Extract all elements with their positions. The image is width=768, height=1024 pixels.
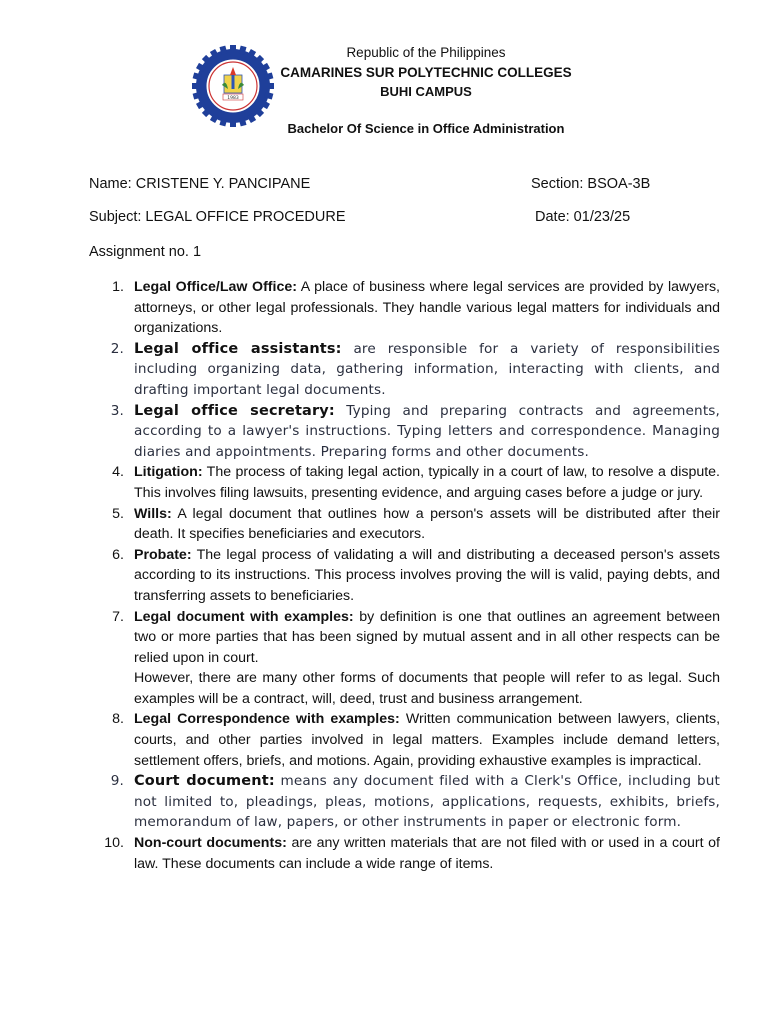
republic-line: Republic of the Philippines — [346, 45, 506, 60]
item-number: 9. — [110, 773, 124, 790]
item-term: Legal Correspondence with examples: — [134, 711, 400, 728]
subject-line: Subject: LEGAL OFFICE PROCEDURE — [89, 209, 346, 225]
item-definition: A place of business where legal services are provided by lawyers, attorneys, or other legal professionals. They handle various legal matters for individuals and organizations. — [134, 279, 720, 337]
item-number: 2. — [110, 340, 124, 357]
item-definition: A legal document that outlines how a person's assets will be distributed after their death. It specifies beneficiaries and executors. — [134, 505, 720, 543]
list-item — [88, 545, 720, 607]
student-name: Name: CRISTENE Y. PANCIPANE — [89, 176, 311, 192]
assignment-number: Assignment no. 1 — [89, 244, 202, 260]
item-definition: are any written materials that are not filed with or used in a court of law. These documents can include a wide range of items. — [134, 835, 720, 872]
item-term: Legal document with examples: — [134, 608, 354, 625]
svg-text:1983: 1983 — [227, 96, 239, 101]
item-number: 7. — [112, 608, 124, 625]
list-item — [88, 771, 720, 833]
item-term: Wills: — [134, 505, 172, 522]
list-item — [88, 277, 720, 339]
item-number: 8. — [112, 711, 124, 728]
item-definition: means any document filed with a Clerk's Office, including but not limited to, pleadings, pleas, motions, applications, requests, exhibits, briefs, memorandum of law, papers, or other instruments in paper or electronic form. — [134, 773, 721, 831]
program-name: Bachelor Of Science in Office Administration — [287, 121, 565, 136]
item-definition: The process of taking legal action, typically in a court of law, to resolve a dispute. This involves filing lawsuits, presenting evidence, and arguing cases before a judge or jury. — [134, 464, 720, 501]
item-number: 4. — [112, 464, 124, 481]
list-item — [88, 339, 720, 401]
campus-name: BUHI CAMPUS — [380, 84, 472, 99]
item-number: 3. — [110, 402, 124, 419]
item-definition: are responsible for a variety of responsibilities including organizing data, gathering information, interacting with clients, and drafting important legal documents. — [134, 340, 720, 398]
item-number: 6. — [112, 546, 124, 563]
item-term: Legal office assistants: — [134, 340, 342, 357]
list-item — [88, 401, 720, 463]
list-item — [88, 709, 720, 771]
date-line: Date: 01/23/25 — [535, 209, 631, 225]
item-term: Court document: — [134, 773, 275, 790]
item-term: Probate: — [134, 546, 192, 563]
item-number: 10. — [104, 835, 124, 852]
item-definition: by definition is one that outlines an agreement between two or more parties that has been signed by mutual assent and in all other respects can be relied upon in court. — [134, 608, 720, 666]
item-extra-paragraph: However, there are many other forms of documents that people will refer to as legal. Such examples will be a contract, will, deed, trust and business arrangement. — [134, 670, 720, 707]
item-term: Litigation: — [134, 464, 203, 481]
list-item — [88, 607, 720, 710]
college-name: CAMARINES SUR POLYTECHNIC COLLEGES — [280, 65, 572, 80]
list-item — [88, 462, 720, 503]
list-item — [88, 504, 720, 545]
item-term: Legal office secretary: — [134, 402, 335, 419]
list-item — [88, 833, 720, 874]
item-number: 5. — [112, 505, 124, 522]
item-term: Legal Office/Law Office: — [134, 279, 297, 295]
student-section: Section: BSOA-3B — [531, 176, 651, 192]
item-definition: The legal process of validating a will and distributing a deceased person's assets according to its instructions. This process involves proving the will is valid, paying debts, and transferring assets to beneficiaries. — [134, 546, 720, 604]
item-number: 1. — [112, 279, 124, 295]
assignment-list — [88, 277, 720, 874]
item-definition: Typing and preparing contracts and agreements, according to a lawyer's instructions. Typing letters and correspondence. Managing diaries and appointments. Preparing forms and other documents. — [134, 402, 720, 460]
item-term: Non-court documents: — [134, 835, 287, 852]
item-definition: Written communication between lawyers, clients, courts, and other parties involved in legal matters. Examples include demand letters, settlement offers, briefs, and motions. Again, providing exhaustive examples is impractical. — [134, 711, 721, 769]
